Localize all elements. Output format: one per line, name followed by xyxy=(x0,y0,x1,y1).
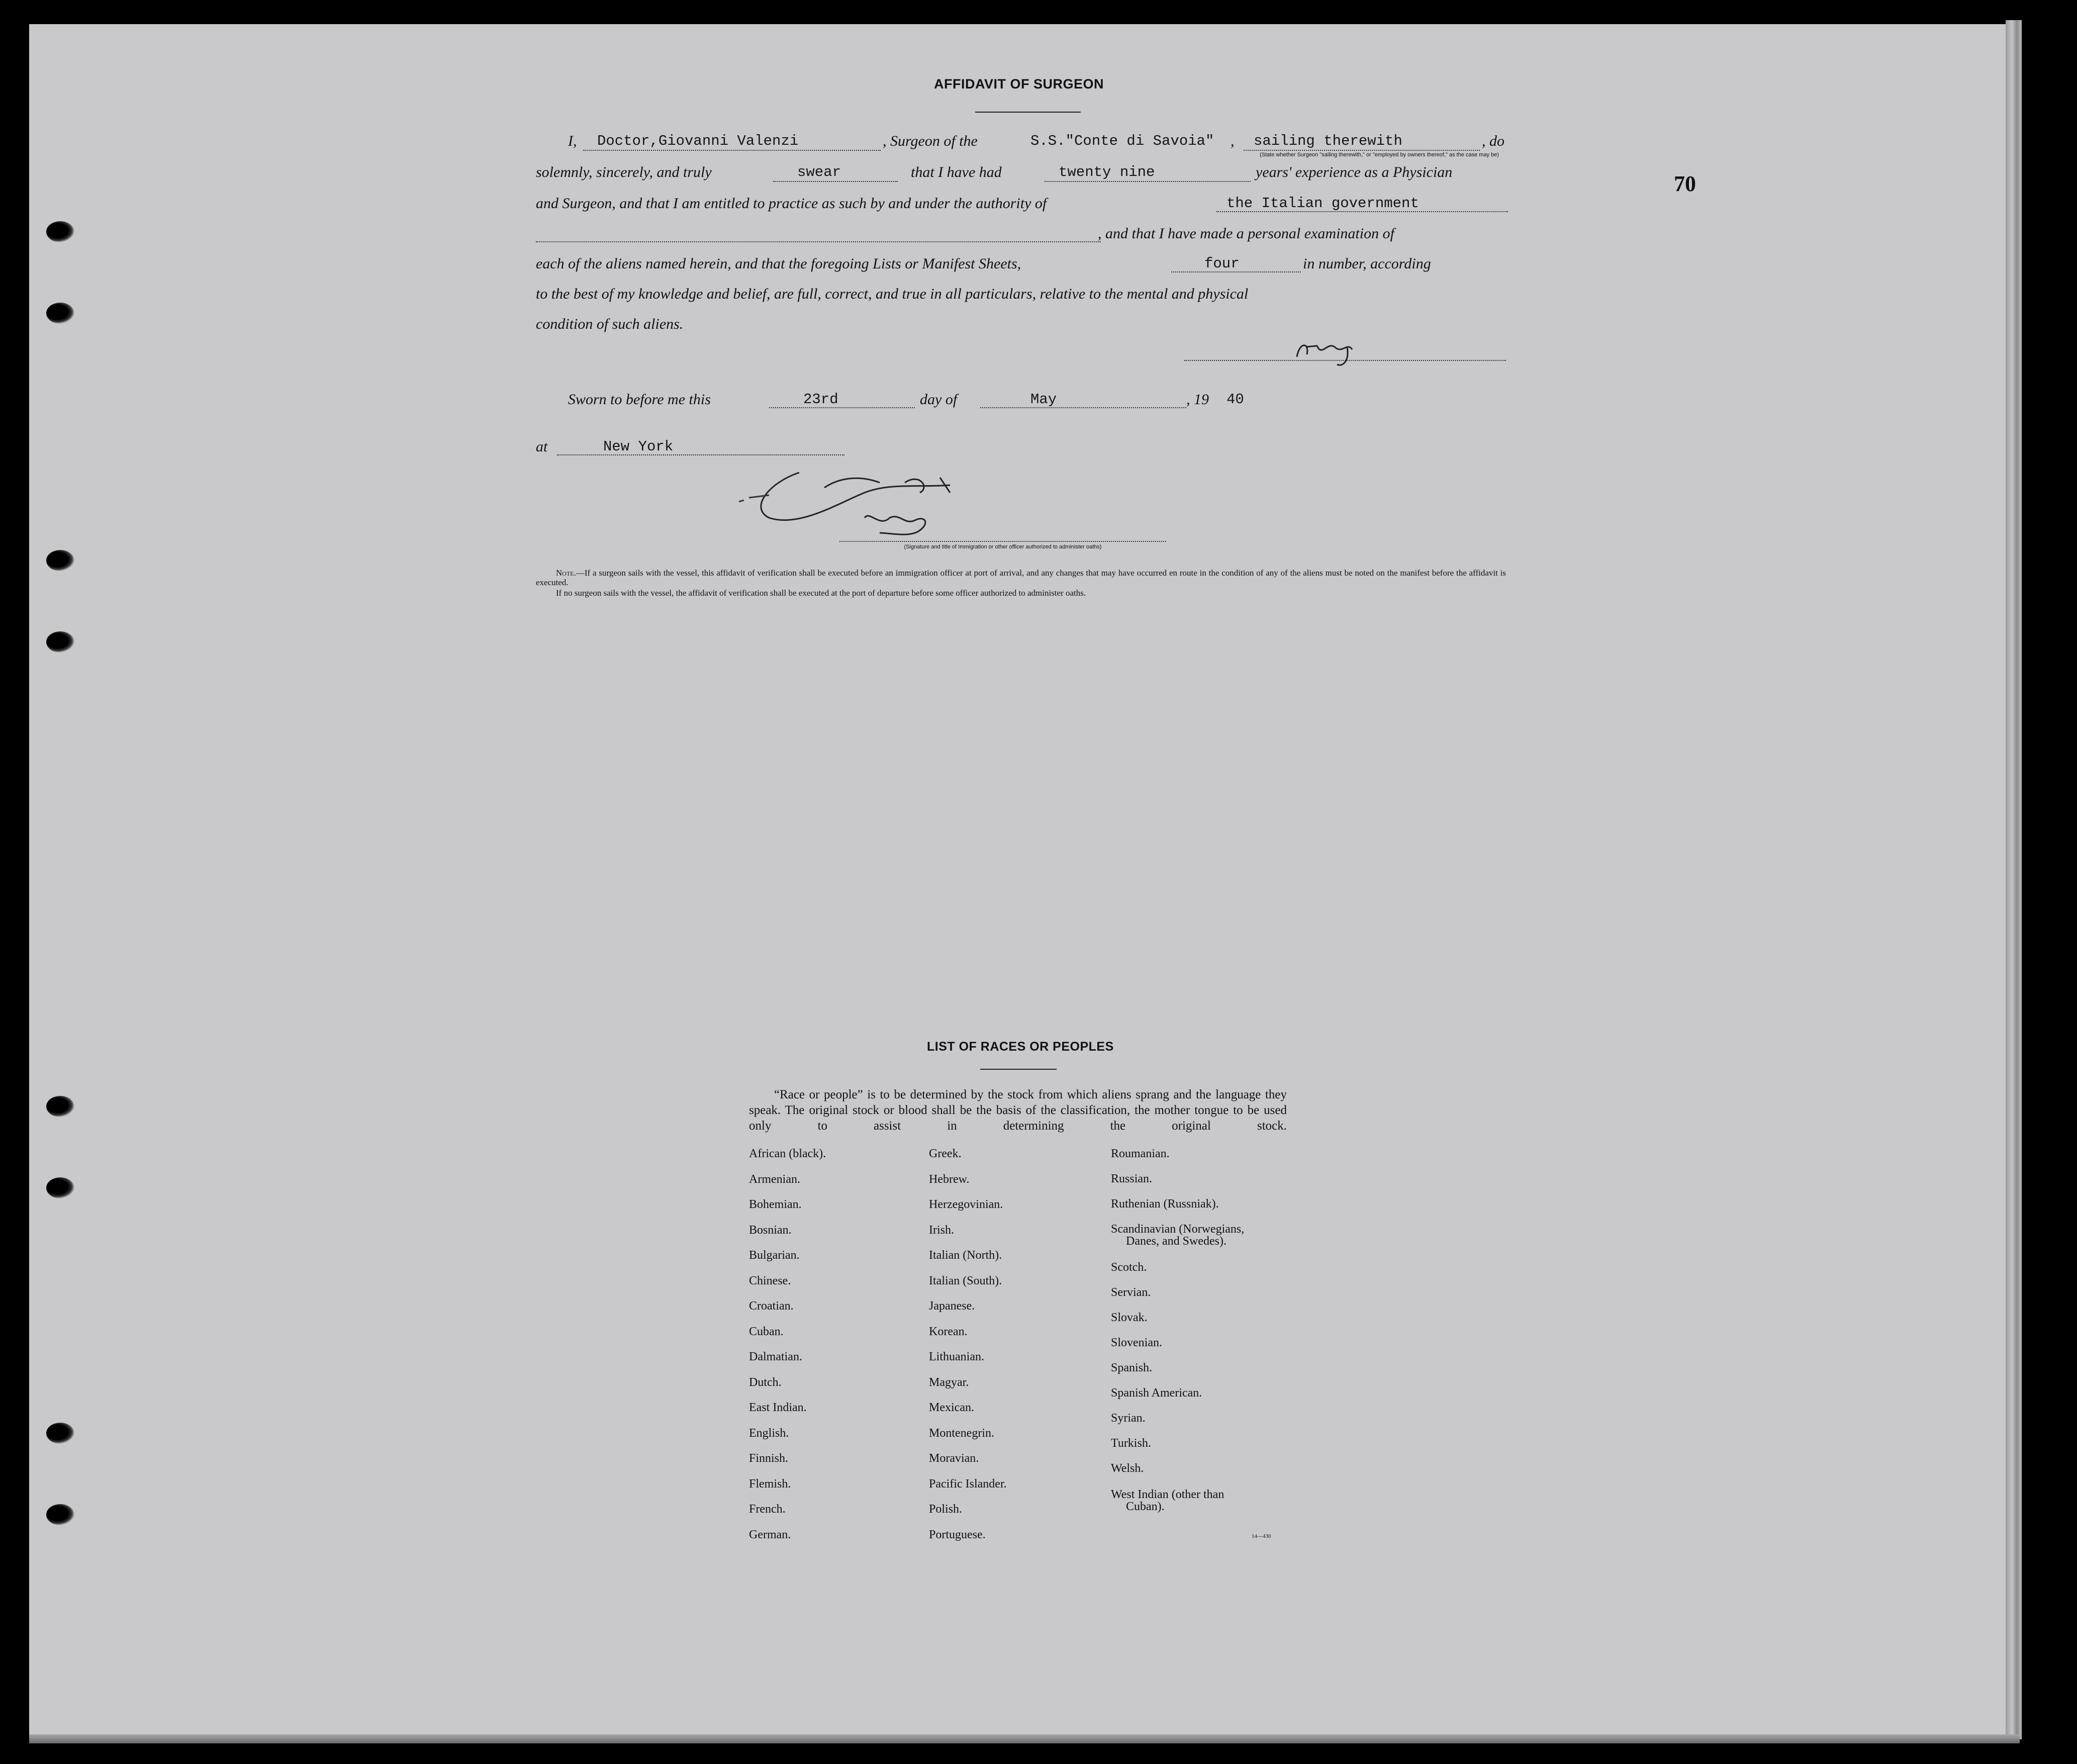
race-item: Irish. xyxy=(929,1223,954,1237)
punch-hole xyxy=(46,1096,74,1117)
race-item: Cuban). xyxy=(1126,1500,1165,1513)
race-item: Slovak. xyxy=(1111,1311,1148,1324)
page-number: 70 xyxy=(1674,171,1696,196)
punch-hole xyxy=(46,221,74,242)
officer-signature xyxy=(739,462,1041,543)
race-item: Spanish. xyxy=(1111,1361,1153,1374)
line7-text: condition of such aliens. xyxy=(536,316,684,332)
race-item: Pacific Islander. xyxy=(929,1477,1007,1491)
race-item: Bohemian. xyxy=(749,1198,802,1211)
affidavit-title: AFFIDAVIT OF SURGEON xyxy=(934,76,1104,91)
surgeon-signature xyxy=(1287,327,1377,372)
race-item: Slovenian. xyxy=(1111,1336,1162,1349)
sworn-text-b: day of xyxy=(920,391,958,408)
title-underline xyxy=(975,112,1081,113)
affidavit-note-1 xyxy=(536,568,1506,587)
sailing-status: sailing therewith xyxy=(1254,133,1402,149)
race-item: Spanish American. xyxy=(1111,1386,1202,1400)
race-item: East Indian. xyxy=(749,1401,807,1414)
blank-line xyxy=(1045,181,1251,182)
line5-text-a: each of the aliens named herein, and that the foregoing Lists or Manifest Sheets, xyxy=(536,255,1021,272)
race-item: Moravian. xyxy=(929,1452,979,1465)
blank-line xyxy=(769,407,915,408)
line2-text-c: years' experience as a Physician xyxy=(1256,164,1453,180)
oath-word: swear xyxy=(797,164,841,180)
race-item: English. xyxy=(749,1426,789,1440)
races-intro: “Race or people” is to be determined by the stock from which aliens sprang and the language they speak. The original stock or blood shall be the basis of the classification, the mother tongue to be used only to assist in determining the original stock. xyxy=(749,1088,1287,1133)
line5-text-b: in number, according xyxy=(1303,255,1431,272)
race-item: Magyar. xyxy=(929,1375,969,1389)
sworn-text-a: Sworn to before me this xyxy=(568,391,711,408)
race-item: Flemish. xyxy=(749,1477,791,1491)
note-label: Note. xyxy=(556,568,576,578)
sailing-note: (State whether Surgeon "sailing therewith," or "employed by owners thereof," as the case may be) xyxy=(1259,152,1499,158)
manifest-sheet xyxy=(29,24,2013,1737)
blank-line xyxy=(583,150,881,151)
officer-caption: (Signature and title of Immigration or other officer authorized to administer oaths) xyxy=(904,544,1102,550)
race-item: Armenian. xyxy=(749,1172,800,1186)
race-item: Roumanian. xyxy=(1111,1147,1170,1160)
line6-text: to the best of my knowledge and belief, are full, correct, and true in all particulars, relative to the mental and physical xyxy=(536,286,1249,302)
punch-hole xyxy=(46,1504,74,1525)
blank-line xyxy=(773,181,898,182)
race-item: Cuban. xyxy=(749,1325,784,1338)
authority: the Italian government xyxy=(1226,195,1419,212)
race-item: Finnish. xyxy=(749,1452,789,1465)
race-item: French. xyxy=(749,1503,786,1516)
sworn-month: May xyxy=(1030,391,1057,408)
race-item: Servian. xyxy=(1111,1286,1151,1299)
race-item: Japanese. xyxy=(929,1299,975,1313)
blank-line xyxy=(557,454,844,455)
race-item: Lithuanian. xyxy=(929,1350,984,1363)
races-title: LIST OF RACES OR PEOPLES xyxy=(927,1040,1114,1054)
punch-hole xyxy=(46,550,74,571)
blank-line xyxy=(980,407,1186,408)
race-item: Turkish. xyxy=(1111,1437,1151,1450)
race-item: Scotch. xyxy=(1111,1261,1147,1274)
signature-line xyxy=(1184,360,1506,361)
race-item: Korean. xyxy=(929,1325,968,1338)
race-item: Syrian. xyxy=(1111,1412,1146,1425)
years-experience: twenty nine xyxy=(1059,164,1155,180)
race-item: Dutch. xyxy=(749,1375,782,1389)
race-item: Russian. xyxy=(1111,1172,1153,1185)
sheet-count: four xyxy=(1204,255,1240,272)
races-title-underline xyxy=(980,1069,1057,1070)
line1-text-b: , Surgeon of the xyxy=(883,133,978,149)
at-label: at xyxy=(536,438,548,455)
sworn-day: 23rd xyxy=(803,391,838,408)
line4-text: , and that I have made a personal examination of xyxy=(1098,225,1394,242)
race-item: Scandinavian (Norwegians, xyxy=(1111,1223,1245,1236)
blank-line xyxy=(1216,211,1508,212)
race-item: West Indian (other than xyxy=(1111,1488,1224,1501)
sworn-text-c: , 19 xyxy=(1186,391,1209,408)
form-code: 14—430 xyxy=(1252,1533,1271,1539)
race-item: German. xyxy=(749,1528,791,1541)
surgeon-name: Doctor,Giovanni Valenzi xyxy=(597,133,799,149)
sworn-year: 40 xyxy=(1226,391,1244,408)
race-item: Bosnian. xyxy=(749,1223,792,1237)
race-item: Herzegovinian. xyxy=(929,1198,1003,1211)
race-item: Chinese. xyxy=(749,1274,791,1287)
sworn-place: New York xyxy=(603,438,674,455)
race-item: Portuguese. xyxy=(929,1528,986,1541)
race-item: Mexican. xyxy=(929,1401,974,1414)
punch-hole xyxy=(46,631,74,653)
race-item: Montenegrin. xyxy=(929,1426,994,1440)
race-item: Greek. xyxy=(929,1147,962,1160)
punch-hole xyxy=(46,303,74,324)
line1-text-c: , xyxy=(1231,133,1235,149)
ship-name: S.S."Conte di Savoia" xyxy=(1030,133,1214,149)
race-item: Croatian. xyxy=(749,1299,794,1313)
race-item: Italian (North). xyxy=(929,1249,1002,1262)
race-item: Hebrew. xyxy=(929,1172,970,1186)
line2-text-a: solemnly, sincerely, and truly xyxy=(536,164,712,180)
sheet-edge xyxy=(2006,20,2022,1739)
punch-hole xyxy=(46,1177,74,1198)
line1-text-a: I, xyxy=(568,133,577,149)
note-text-1: —If a surgeon sails with the vessel, this affidavit of verification shall be executed before an immigration officer at port of arrival, and any changes that may have occurred en route in the condition of any of the aliens must be noted on the manifest before the affidavit is executed. xyxy=(536,568,1506,587)
race-item: Danes, and Swedes). xyxy=(1126,1235,1226,1248)
race-item: Dalmatian. xyxy=(749,1350,802,1363)
affidavit-note-2: If no surgeon sails with the vessel, the affidavit of verification shall be executed at the port of departure before some officer authorized to administer oaths. xyxy=(556,588,1086,598)
sheet-bottom-edge xyxy=(29,1734,2020,1743)
race-item: Italian (South). xyxy=(929,1274,1002,1287)
race-item: Bulgarian. xyxy=(749,1249,800,1262)
blank-line xyxy=(536,241,1101,242)
officer-signature-line xyxy=(839,541,1166,542)
punch-hole xyxy=(46,1423,74,1444)
blank-line xyxy=(1171,271,1301,272)
line1-text-d: , do xyxy=(1482,133,1504,149)
race-item: Polish. xyxy=(929,1503,963,1516)
line2-text-b: that I have had xyxy=(911,164,1002,180)
blank-line xyxy=(1244,150,1480,151)
race-item: Ruthenian (Russniak). xyxy=(1111,1197,1219,1211)
line3-text-a: and Surgeon, and that I am entitled to practice as such by and under the authority of xyxy=(536,195,1047,212)
race-item: Welsh. xyxy=(1111,1462,1144,1475)
race-item: African (black). xyxy=(749,1147,826,1160)
